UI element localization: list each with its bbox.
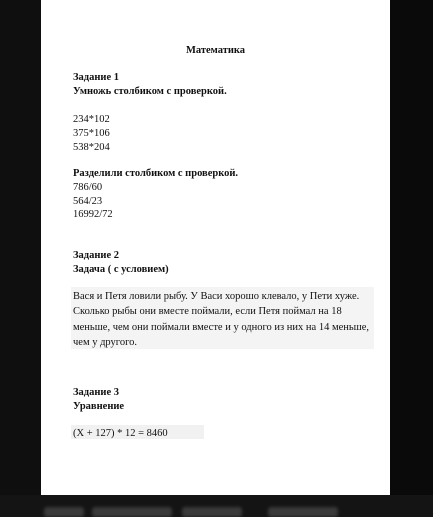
multiplication-item: 375*106 — [73, 128, 110, 139]
task3-subheading: Уравнение — [73, 401, 125, 412]
right-dark-margin — [390, 0, 433, 517]
blurred-bottom-text — [268, 507, 338, 517]
multiplication-item: 234*102 — [73, 114, 110, 125]
blurred-bottom-text — [44, 507, 84, 517]
task1-instruction: Умножь столбиком с проверкой. — [73, 86, 227, 97]
task3-heading: Задание 3 — [73, 387, 119, 398]
division-item: 564/23 — [73, 196, 103, 207]
blurred-bottom-text — [182, 507, 242, 517]
task2-heading: Задание 2 — [73, 250, 119, 261]
division-item: 786/60 — [73, 182, 103, 193]
blurred-bottom-text — [92, 507, 172, 517]
page-title: Математика — [185, 45, 246, 56]
multiplication-item: 538*204 — [73, 142, 110, 153]
division-item: 16992/72 — [73, 209, 113, 220]
division-instruction: Разделили столбиком с проверкой. — [73, 168, 239, 179]
document-page — [41, 0, 390, 495]
task2-subheading: Задача ( с условием) — [73, 264, 169, 275]
left-dark-margin — [0, 0, 41, 517]
task2-problem-text: Вася и Петя ловили рыбу. У Васи хорошо клевало, у Пети хуже. Сколько рыбы они вместе поймали, если Петя поймал на 18 меньше, чем они поймали вместе и у одного из них на 14 меньше, чем у другого. — [73, 291, 370, 349]
equation: (Х + 127) * 12 = 8460 — [73, 428, 168, 439]
task1-heading: Задание 1 — [73, 72, 119, 83]
